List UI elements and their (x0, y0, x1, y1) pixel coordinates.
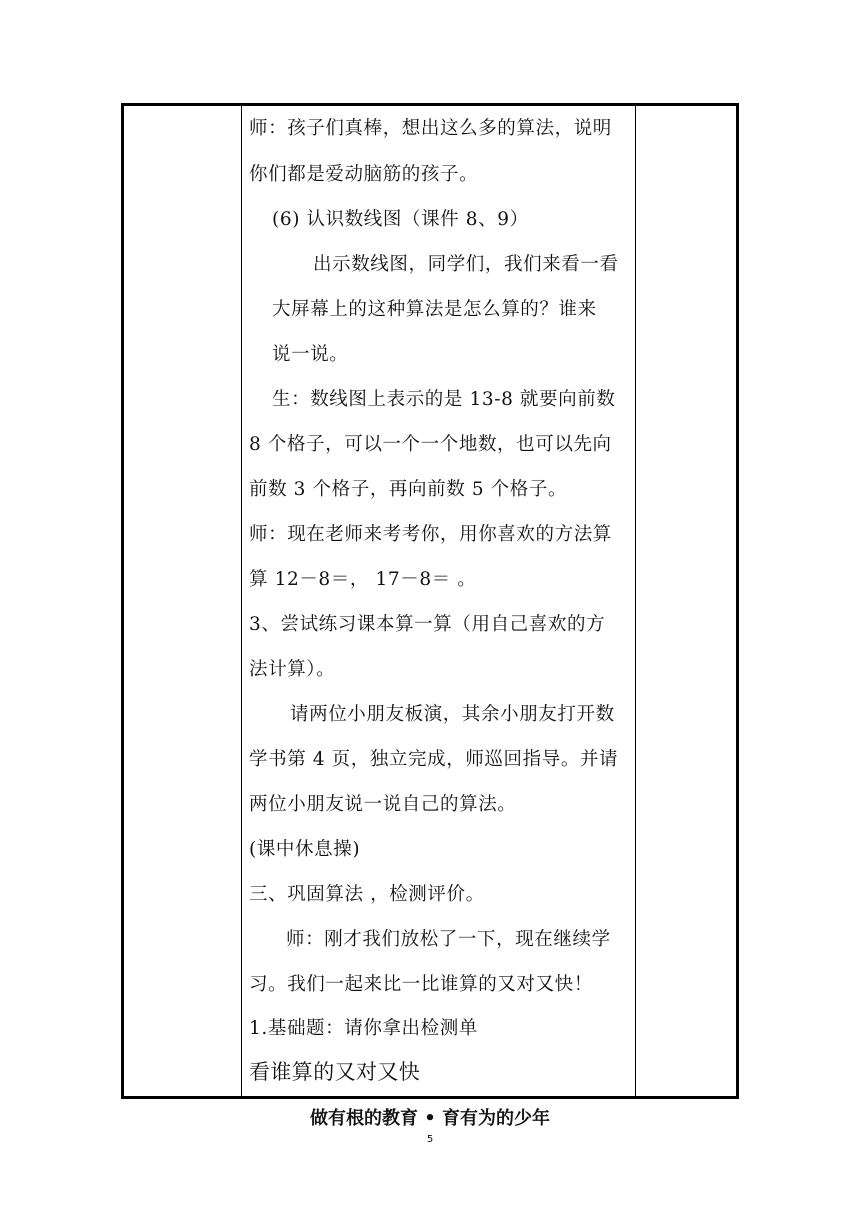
text-line: 生：数线图上表示的是 13-8 就要向前数 (272, 389, 616, 410)
text-line: 8 个格子，可以一个一个地数，也可以先向 (249, 434, 612, 455)
text-line: 你们都是爱动脑筋的孩子。 (249, 164, 479, 185)
text-line: 3、尝试练习课本算一算（用自己喜欢的方 (249, 614, 606, 635)
text-line: 算 12－8＝， 17－8＝ 。 (249, 569, 477, 590)
text-line: 1.基础题：请你拿出检测单 (249, 1018, 478, 1039)
footer-slogan: 做有根的教育 • 育有为的少年 (309, 1108, 551, 1129)
text-line: 出示数线图，同学们，我们来看一看 (313, 254, 619, 275)
text-line: 大屏幕上的这种算法是怎么算的？谁来 (272, 299, 597, 320)
text-line: 师：现在老师来考考你，用你喜欢的方法算 (249, 524, 612, 545)
text-line: 习。我们一起来比一比谁算的又对又快！ (249, 974, 593, 995)
text-line: 学书第 4 页，独立完成，师巡回指导。并请 (249, 749, 619, 770)
text-line: 三、巩固算法 ，检测评价。 (249, 884, 485, 905)
page-number: 5 (426, 1134, 434, 1145)
text-line: 请两位小朋友板演，其余小朋友打开数 (290, 704, 615, 725)
text-line: 师：孩子们真棒，想出这么多的算法，说明 (249, 118, 612, 139)
text-line: 师：刚才我们放松了一下，现在继续学 (286, 929, 611, 950)
section-heading: 看谁算的又对又快 (249, 1060, 421, 1084)
text-line: 两位小朋友说一说自己的算法。 (249, 794, 517, 815)
text-line: 法计算）。 (249, 659, 336, 680)
text-line: (6) 认识数线图（课件 8、9） (272, 209, 529, 230)
text-line: (课中休息操) (249, 839, 361, 860)
text-line: 说一说。 (272, 344, 349, 365)
text-line: 前数 3 个格子，再向前数 5 个格子。 (249, 479, 568, 500)
